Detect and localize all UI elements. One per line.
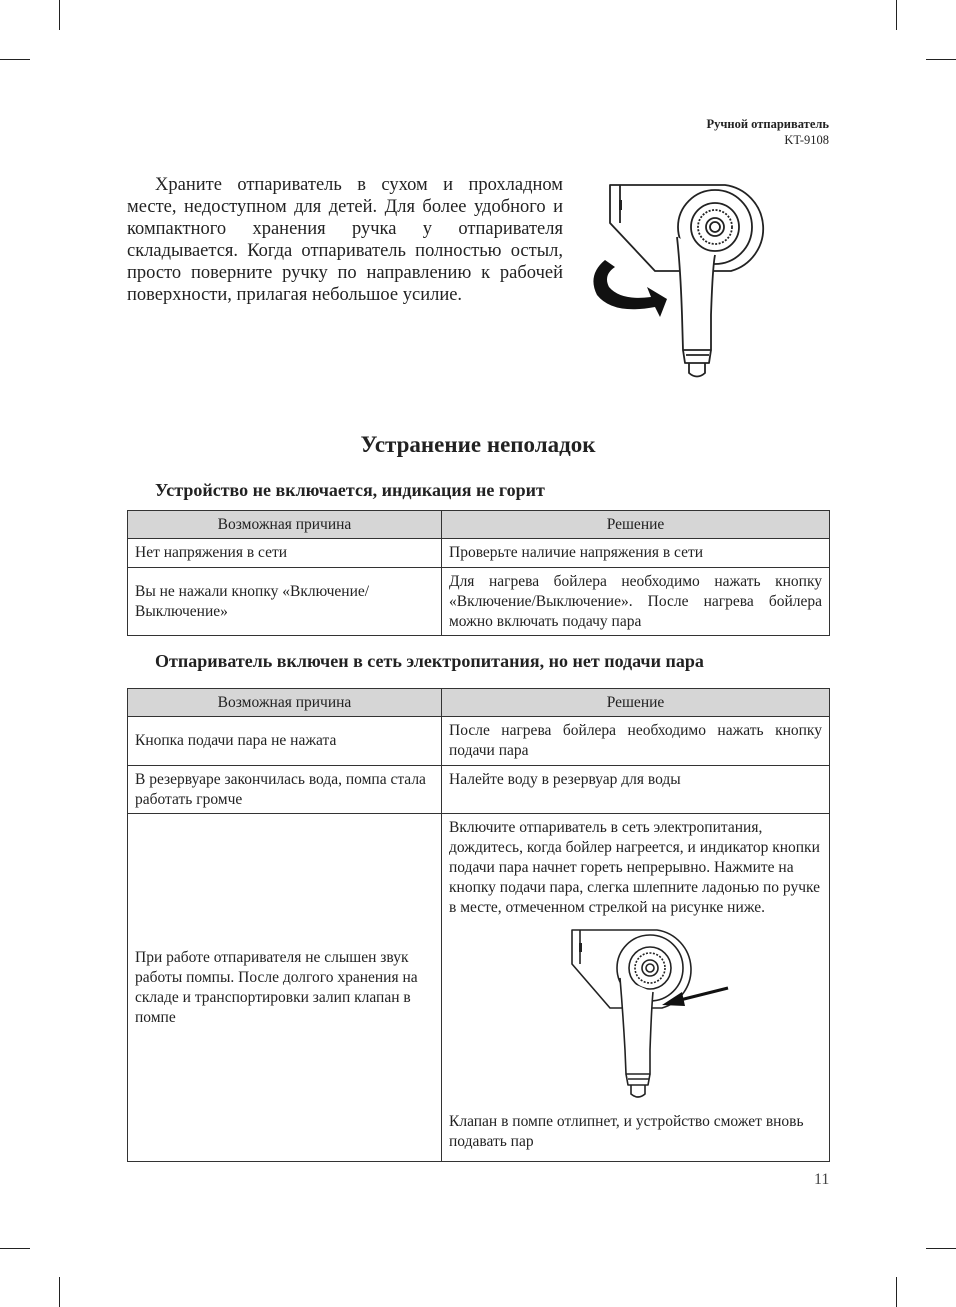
crop-mark — [896, 0, 897, 30]
section-title: Устранение неполадок — [360, 432, 596, 457]
storage-paragraph: Храните отпариватель в сухом и прохладном месте, недоступном для детей. Для более удобного и компактного хранения ручка у отпаривателя складывается. Когда отпариватель полностью остыл, просто поверните ручку по направлению к рабочей поверхности, прилагая небольшое усилие. — [127, 175, 563, 305]
cause-cell: Вы не нажали кнопку «Включение/ Выключение» — [128, 568, 442, 636]
cause-cell: При работе отпаривателя не слышен звук работы помпы. После долгого хранения на складе и транспортировки залип клапан в помпе — [128, 814, 442, 1162]
table-row — [128, 539, 830, 568]
table-row — [128, 717, 830, 766]
crop-mark — [926, 1248, 956, 1249]
table-row — [128, 568, 830, 636]
column-header-cause: Возможная причина — [128, 511, 442, 539]
cause-cell: Кнопка подачи пара не нажата — [128, 717, 442, 766]
table-row — [128, 766, 830, 814]
solution-cell: Проверьте наличие напряжения в сети — [442, 539, 830, 568]
crop-mark — [926, 59, 956, 60]
crop-mark — [59, 1277, 60, 1307]
crop-mark — [896, 1277, 897, 1307]
table2-title: Отпариватель включен в сеть электропитания, но нет подачи пара — [155, 651, 704, 671]
crop-mark — [0, 59, 30, 60]
column-header-cause: Возможная причина — [128, 689, 442, 717]
solution-cell: Для нагрева бойлера необходимо нажать кнопку «Включение/Выключение». После нагрева бойлера можно включать подачу пара — [442, 568, 830, 636]
table-header-row — [128, 689, 830, 717]
cause-cell: Нет напряжения в сети — [128, 539, 442, 568]
steamer-arrow-illustration — [562, 922, 732, 1104]
solution-cell: После нагрева бойлера необходимо нажать кнопку подачи пара — [442, 717, 830, 766]
running-header — [706, 116, 829, 148]
table1-title: Устройство не включается, индикация не горит — [155, 480, 545, 500]
column-header-solution: Решение — [442, 689, 830, 717]
troubleshooting-table-2 — [127, 688, 830, 1162]
solution-result: Клапан в помпе отлипнет, и устройство сможет вновь подавать пар — [449, 1113, 804, 1150]
page-number: 11 — [814, 1171, 830, 1188]
header-model: KT-9108 — [784, 133, 829, 147]
steamer-folding-illustration — [585, 175, 775, 395]
solution-cell: Налейте воду в резервуар для воды — [442, 766, 830, 814]
table-row — [128, 814, 830, 1162]
solution-cell — [442, 814, 830, 1162]
cause-cell: В резервуаре закончилась вода, помпа стала работать громче — [128, 766, 442, 814]
crop-mark — [59, 0, 60, 30]
header-title: Ручной отпариватель — [706, 117, 829, 131]
crop-mark — [0, 1248, 30, 1249]
troubleshooting-table-1 — [127, 510, 830, 636]
column-header-solution: Решение — [442, 511, 830, 539]
table-header-row — [128, 511, 830, 539]
solution-instructions: Включите отпариватель в сеть электропитания, дождитесь, когда бойлер нагреется, и индикатор кнопки подачи пара начнет гореть непрерывно. Нажмите на кнопку подачи пара, слегка шлепните ладонью по ручке в месте, отмеченном стрелкой на рисунке ниже. — [449, 819, 821, 916]
